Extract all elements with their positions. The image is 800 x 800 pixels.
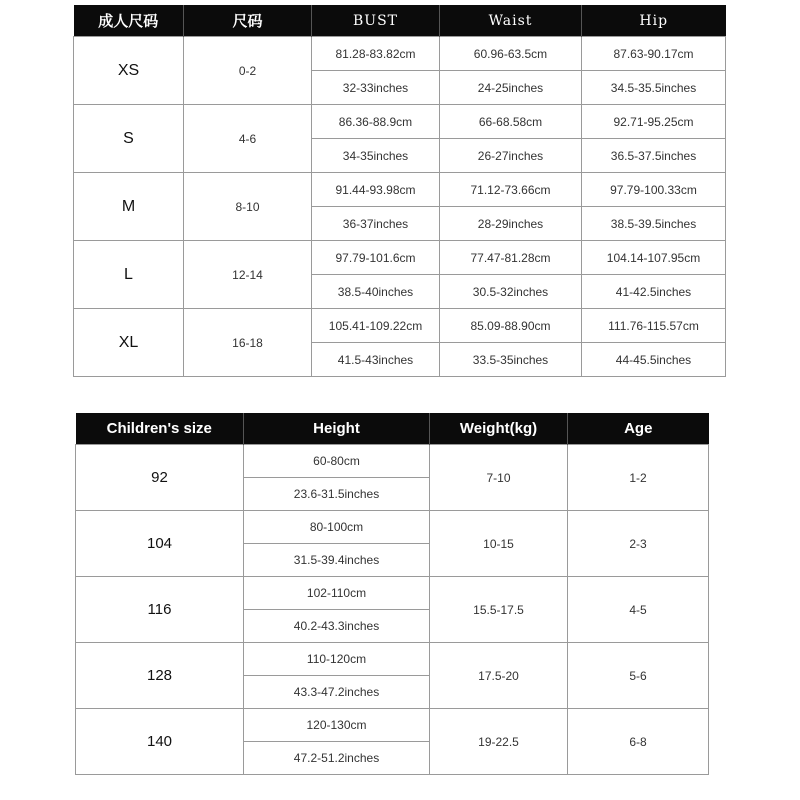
height-inches-cell: 47.2-51.2inches bbox=[244, 742, 430, 775]
height-cm-cell: 102-110cm bbox=[244, 577, 430, 610]
adult-row-cm bbox=[74, 173, 726, 207]
bust-inches-cell: 41.5-43inches bbox=[312, 343, 440, 377]
adult-header-waist: Waist bbox=[440, 5, 582, 37]
children-row-cm bbox=[76, 511, 709, 544]
waist-cm-cell: 60.96-63.5cm bbox=[440, 37, 582, 71]
children-size-table bbox=[75, 413, 709, 775]
adult-size-label: M bbox=[74, 173, 184, 241]
adult-size-label: XL bbox=[74, 309, 184, 377]
children-row-cm bbox=[76, 643, 709, 676]
bust-inches-cell: 36-37inches bbox=[312, 207, 440, 241]
waist-inches-cell: 28-29inches bbox=[440, 207, 582, 241]
children-header-weight: Weight(kg) bbox=[430, 413, 568, 445]
age-cell: 1-2 bbox=[568, 445, 709, 511]
waist-inches-cell: 33.5-35inches bbox=[440, 343, 582, 377]
adult-size-label: L bbox=[74, 241, 184, 309]
children-header-size: Children's size bbox=[76, 413, 244, 445]
adult-size-number: 12-14 bbox=[184, 241, 312, 309]
hip-cm-cell: 92.71-95.25cm bbox=[582, 105, 726, 139]
hip-inches-cell: 34.5-35.5inches bbox=[582, 71, 726, 105]
adult-row-cm bbox=[74, 37, 726, 71]
bust-cm-cell: 105.41-109.22cm bbox=[312, 309, 440, 343]
adult-header-size: 尺码 bbox=[184, 5, 312, 37]
children-size-label: 128 bbox=[76, 643, 244, 709]
weight-cell: 15.5-17.5 bbox=[430, 577, 568, 643]
children-header-age: Age bbox=[568, 413, 709, 445]
adult-row-cm bbox=[74, 105, 726, 139]
age-cell: 5-6 bbox=[568, 643, 709, 709]
adult-header-bust: BUST bbox=[312, 5, 440, 37]
bust-cm-cell: 97.79-101.6cm bbox=[312, 241, 440, 275]
waist-cm-cell: 71.12-73.66cm bbox=[440, 173, 582, 207]
hip-inches-cell: 44-45.5inches bbox=[582, 343, 726, 377]
hip-inches-cell: 38.5-39.5inches bbox=[582, 207, 726, 241]
age-cell: 4-5 bbox=[568, 577, 709, 643]
adult-size-number: 0-2 bbox=[184, 37, 312, 105]
children-size-label: 140 bbox=[76, 709, 244, 775]
children-row-cm bbox=[76, 709, 709, 742]
waist-cm-cell: 77.47-81.28cm bbox=[440, 241, 582, 275]
adult-size-number: 16-18 bbox=[184, 309, 312, 377]
children-size-label: 92 bbox=[76, 445, 244, 511]
hip-cm-cell: 97.79-100.33cm bbox=[582, 173, 726, 207]
bust-cm-cell: 81.28-83.82cm bbox=[312, 37, 440, 71]
hip-cm-cell: 111.76-115.57cm bbox=[582, 309, 726, 343]
height-inches-cell: 31.5-39.4inches bbox=[244, 544, 430, 577]
age-cell: 2-3 bbox=[568, 511, 709, 577]
height-cm-cell: 120-130cm bbox=[244, 709, 430, 742]
height-cm-cell: 80-100cm bbox=[244, 511, 430, 544]
weight-cell: 17.5-20 bbox=[430, 643, 568, 709]
children-row-cm bbox=[76, 445, 709, 478]
adult-header-category: 成人尺码 bbox=[74, 5, 184, 37]
weight-cell: 7-10 bbox=[430, 445, 568, 511]
waist-cm-cell: 66-68.58cm bbox=[440, 105, 582, 139]
hip-inches-cell: 41-42.5inches bbox=[582, 275, 726, 309]
bust-cm-cell: 91.44-93.98cm bbox=[312, 173, 440, 207]
bust-inches-cell: 38.5-40inches bbox=[312, 275, 440, 309]
age-cell: 6-8 bbox=[568, 709, 709, 775]
height-inches-cell: 23.6-31.5inches bbox=[244, 478, 430, 511]
waist-inches-cell: 24-25inches bbox=[440, 71, 582, 105]
children-size-label: 104 bbox=[76, 511, 244, 577]
hip-inches-cell: 36.5-37.5inches bbox=[582, 139, 726, 173]
adult-size-number: 4-6 bbox=[184, 105, 312, 173]
children-row-cm bbox=[76, 577, 709, 610]
height-inches-cell: 43.3-47.2inches bbox=[244, 676, 430, 709]
bust-inches-cell: 32-33inches bbox=[312, 71, 440, 105]
children-header-row bbox=[76, 413, 709, 445]
waist-cm-cell: 85.09-88.90cm bbox=[440, 309, 582, 343]
adult-row-cm bbox=[74, 241, 726, 275]
hip-cm-cell: 87.63-90.17cm bbox=[582, 37, 726, 71]
adult-row-cm bbox=[74, 309, 726, 343]
children-header-height: Height bbox=[244, 413, 430, 445]
height-inches-cell: 40.2-43.3inches bbox=[244, 610, 430, 643]
adult-size-table bbox=[73, 5, 726, 377]
waist-inches-cell: 26-27inches bbox=[440, 139, 582, 173]
waist-inches-cell: 30.5-32inches bbox=[440, 275, 582, 309]
adult-header-row bbox=[74, 5, 726, 37]
hip-cm-cell: 104.14-107.95cm bbox=[582, 241, 726, 275]
weight-cell: 19-22.5 bbox=[430, 709, 568, 775]
adult-size-label: S bbox=[74, 105, 184, 173]
height-cm-cell: 110-120cm bbox=[244, 643, 430, 676]
adult-header-hip: Hip bbox=[582, 5, 726, 37]
adult-size-number: 8-10 bbox=[184, 173, 312, 241]
bust-cm-cell: 86.36-88.9cm bbox=[312, 105, 440, 139]
adult-size-label: XS bbox=[74, 37, 184, 105]
bust-inches-cell: 34-35inches bbox=[312, 139, 440, 173]
height-cm-cell: 60-80cm bbox=[244, 445, 430, 478]
children-size-label: 116 bbox=[76, 577, 244, 643]
weight-cell: 10-15 bbox=[430, 511, 568, 577]
